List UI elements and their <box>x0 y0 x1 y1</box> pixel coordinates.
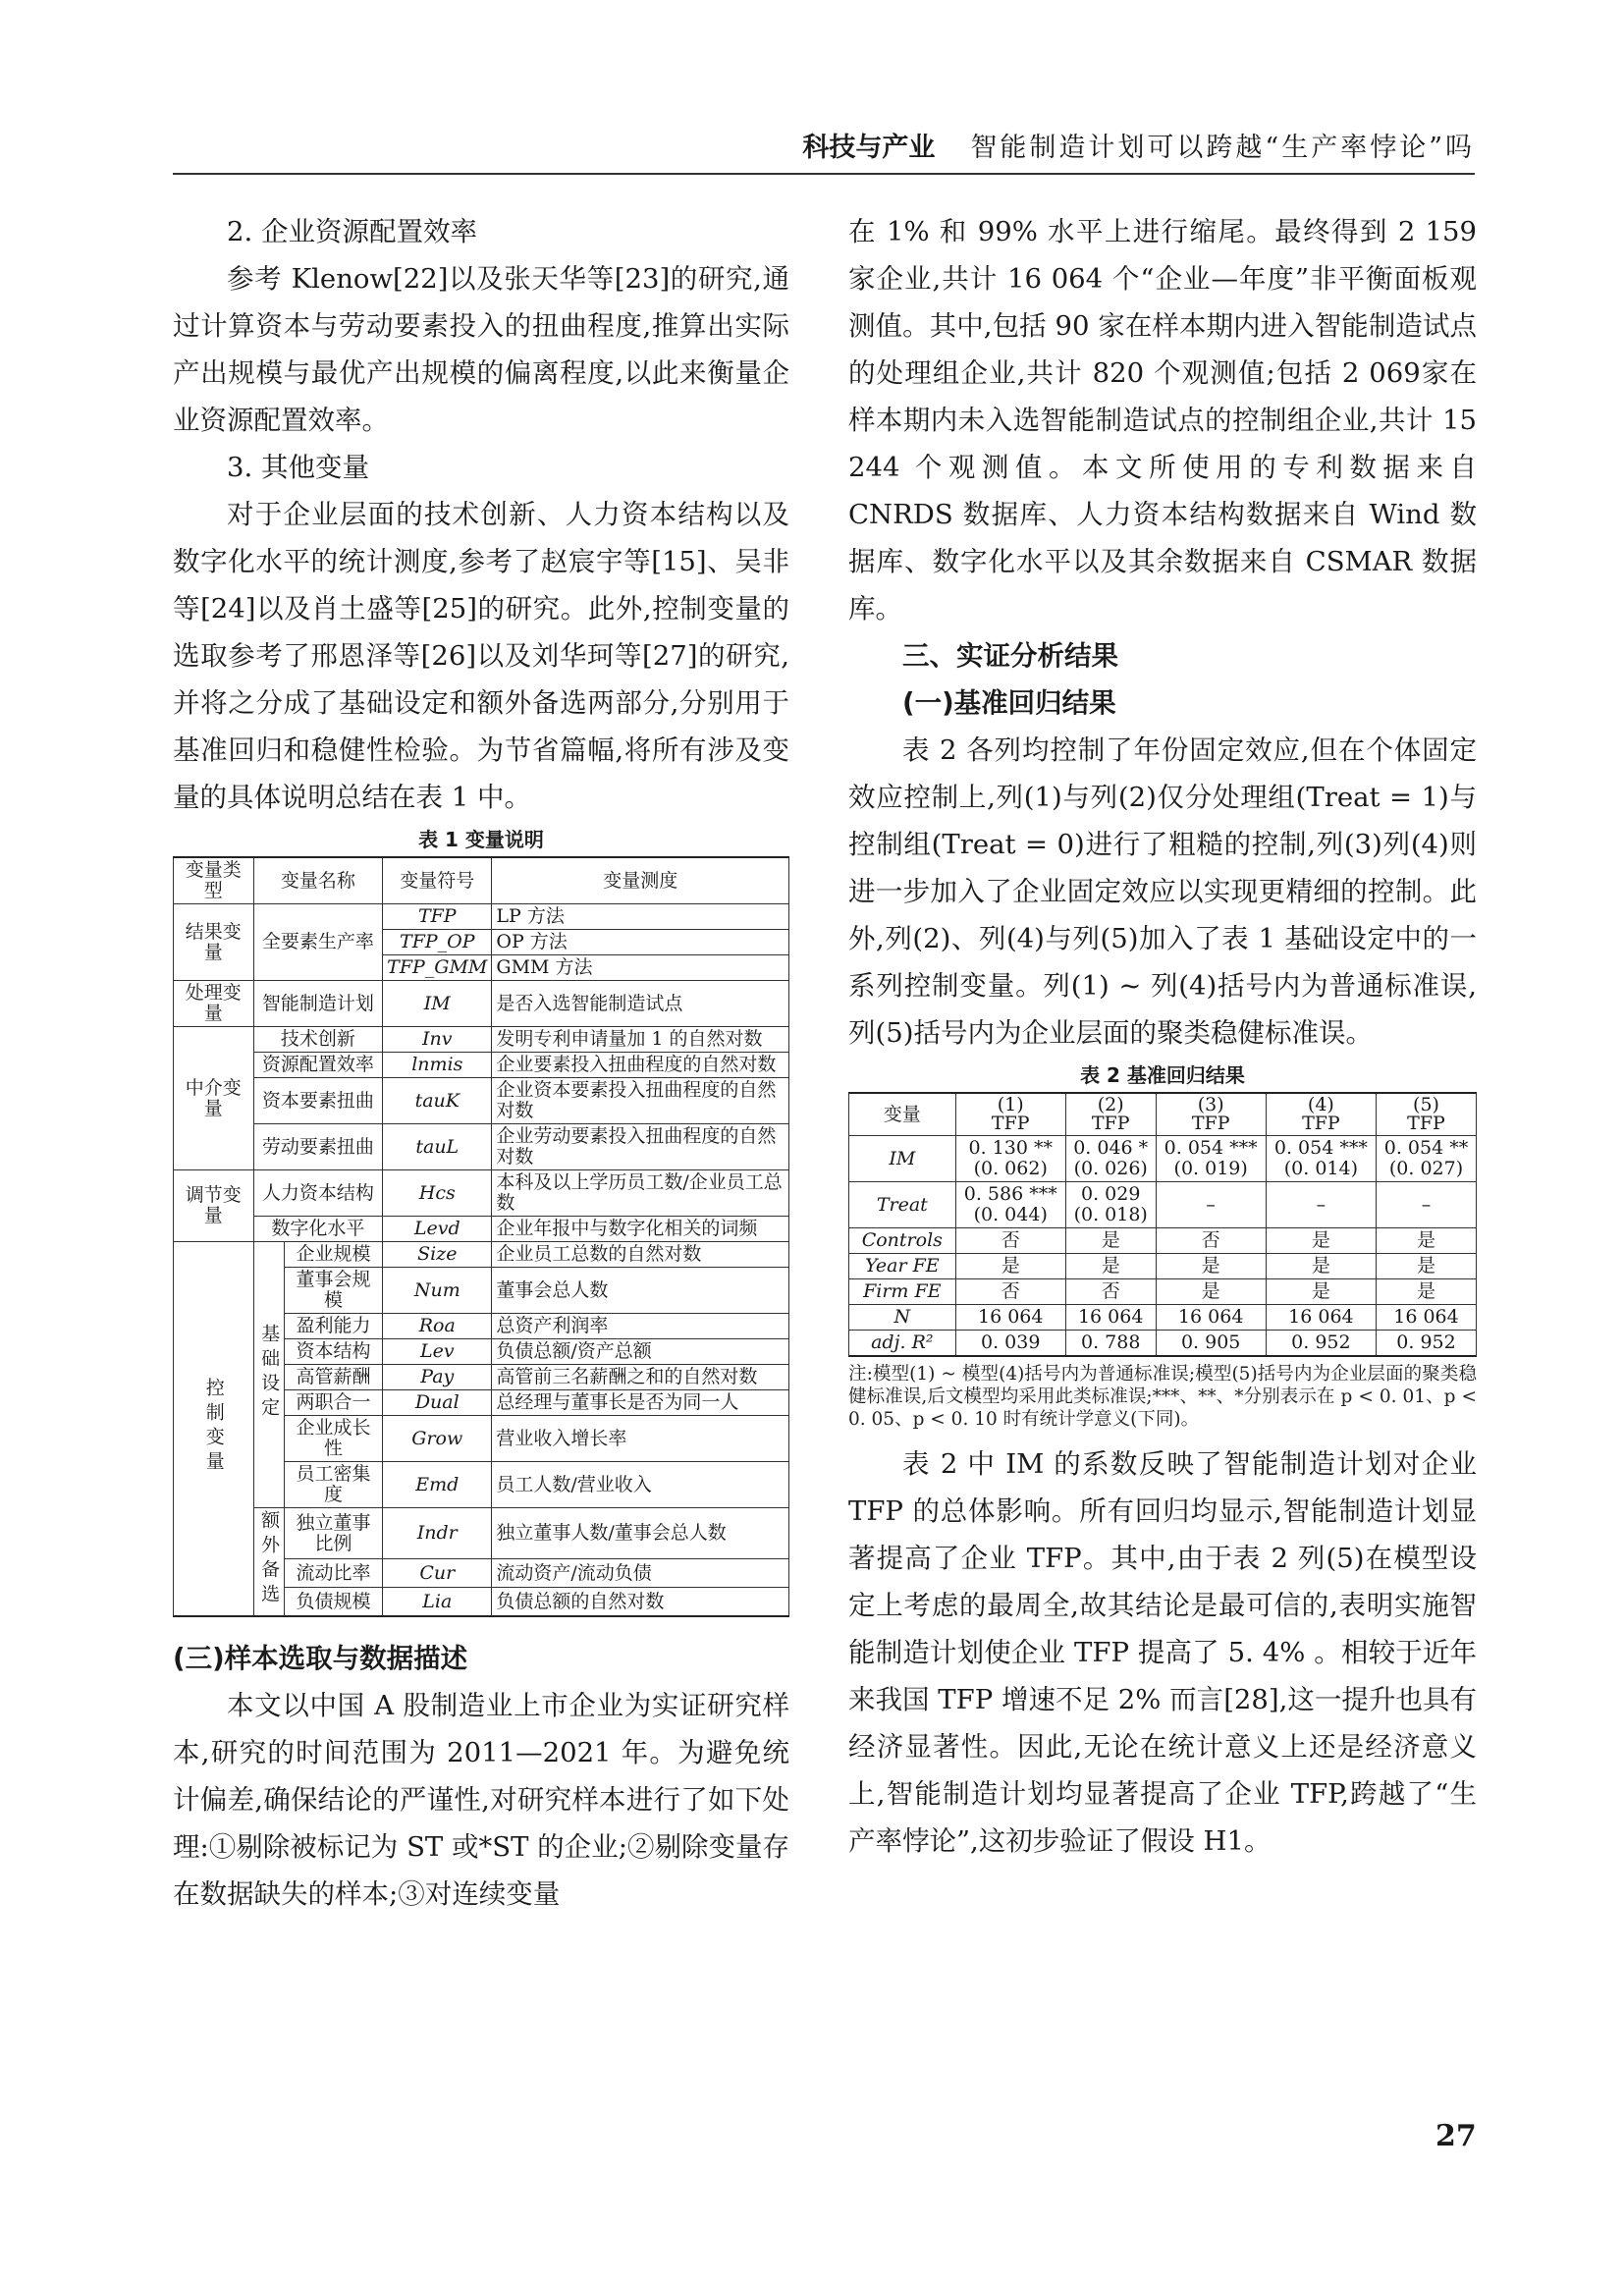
table-cell: 是 <box>1156 1254 1266 1279</box>
table2-note: 注:模型(1) ~ 模型(4)括号内为普通标准误;模型(5)括号内为企业层面的聚类稳健标准误,后文模型均采用此类标准误;***、**、*分别表示在 p < 0. 01、p < 0. 05、p < 0. 10 时有统计学意义(下同)。 <box>848 1364 1477 1430</box>
group-outcome: 结果变量 <box>174 904 254 981</box>
table-cell: 0. 788 <box>1065 1331 1156 1357</box>
var-measure: 负债总额/资产总额 <box>492 1339 789 1365</box>
col-header: 变量类型 <box>174 857 254 904</box>
col-header: (2) TFP <box>1065 1093 1156 1136</box>
table-cell: – <box>1377 1182 1477 1228</box>
heading-sample: (三)样本选取与数据描述 <box>173 1643 468 1674</box>
var-name: 人力资本结构 <box>253 1170 383 1217</box>
var-symbol: Hcs <box>383 1170 492 1217</box>
subgroup-extra <box>253 1508 284 1617</box>
table-row <box>849 1228 1477 1254</box>
heading-other-variables: 3. 其他变量 <box>227 452 369 483</box>
col-header: (3) TFP <box>1156 1093 1266 1136</box>
table-cell: 0. 952 <box>1266 1331 1376 1357</box>
col-header: (1) TFP <box>955 1093 1065 1136</box>
var-symbol: tauK <box>383 1078 492 1124</box>
row-label: N <box>849 1305 956 1331</box>
var-measure: 负债总额的自然对数 <box>492 1588 789 1616</box>
page-header <box>173 126 1475 169</box>
col-header: 变量 <box>849 1093 956 1136</box>
var-measure: LP 方法 <box>492 904 789 930</box>
var-measure: 是否入选智能制造试点 <box>492 981 789 1027</box>
table-header-row <box>849 1093 1477 1136</box>
table1-caption: 表 1 变量说明 <box>418 828 544 851</box>
left-column <box>173 208 789 1918</box>
table-cell: 0. 039 <box>955 1331 1065 1357</box>
var-name: 企业成长性 <box>284 1416 382 1462</box>
table-cell: 16 064 <box>955 1305 1065 1331</box>
var-name: 全要素生产率 <box>253 904 383 981</box>
var-measure: 企业年报中与数字化相关的词频 <box>492 1217 789 1242</box>
var-symbol: TFP <box>383 904 492 930</box>
table-cell: 16 064 <box>1266 1305 1376 1331</box>
table-header-row <box>174 857 789 904</box>
var-name: 企业规模 <box>284 1242 382 1268</box>
table-cell: 16 064 <box>1156 1305 1266 1331</box>
subgroup-base-label: 基础设定 <box>258 1323 281 1422</box>
subgroup-extra-label: 额外备选 <box>258 1510 281 1608</box>
table-row <box>849 1279 1477 1305</box>
table-cell: 是 <box>1377 1254 1477 1279</box>
var-symbol: Lev <box>383 1339 492 1365</box>
row-label: Year FE <box>849 1254 956 1279</box>
var-name: 数字化水平 <box>253 1217 383 1242</box>
var-name: 独立董事比例 <box>284 1508 382 1559</box>
table-cell: – <box>1156 1182 1266 1228</box>
table-cell: 否 <box>955 1279 1065 1305</box>
table-cell: 否 <box>1065 1279 1156 1305</box>
table-cell: 0. 586 *** (0. 044) <box>955 1182 1065 1228</box>
var-name: 劳动要素扭曲 <box>253 1124 383 1170</box>
running-title: 智能制造计划可以跨越“生产率悖论”吗 <box>970 133 1475 163</box>
var-symbol: Cur <box>383 1559 492 1588</box>
row-label: Controls <box>849 1228 956 1254</box>
row-label: adj. R² <box>849 1331 956 1357</box>
var-name: 智能制造计划 <box>253 981 383 1027</box>
table-cell: 是 <box>1377 1228 1477 1254</box>
var-name: 资本结构 <box>284 1339 382 1365</box>
table-cell: 0. 054 ** (0. 027) <box>1377 1136 1477 1182</box>
table2-baseline-results <box>848 1092 1477 1357</box>
var-symbol: Dual <box>383 1390 492 1416</box>
var-symbol: Emd <box>383 1462 492 1508</box>
var-measure: 员工人数/营业收入 <box>492 1462 789 1508</box>
table2-caption: 表 2 基准回归结果 <box>1080 1063 1245 1087</box>
table-cell: 0. 054 *** (0. 019) <box>1156 1136 1266 1182</box>
var-name: 董事会规模 <box>284 1268 382 1314</box>
table-cell: 是 <box>1266 1228 1376 1254</box>
col-header: 变量测度 <box>492 857 789 904</box>
table-cell: 是 <box>1266 1279 1376 1305</box>
var-name: 负债规模 <box>284 1588 382 1616</box>
table-cell: 是 <box>955 1254 1065 1279</box>
table-cell: 是 <box>1065 1254 1156 1279</box>
right-column <box>848 208 1477 1865</box>
var-symbol: Size <box>383 1242 492 1268</box>
paragraph-sample: 本文以中国 A 股制造业上市企业为实证研究样本,研究的时间范围为 2011—2021 年。为避免统计偏差,确保结论的严谨性,对研究样本进行了如下处理:①剔除被标记为 ST 或*ST 的企业;②剔除变量存在数据缺失的样本;③对连续变量 <box>173 1690 789 1910</box>
var-symbol: Lia <box>383 1588 492 1616</box>
table-cell: 是 <box>1156 1279 1266 1305</box>
var-measure: 企业员工总数的自然对数 <box>492 1242 789 1268</box>
group-moderator: 调节变量 <box>174 1170 254 1242</box>
page-number: 27 <box>1435 2119 1477 2153</box>
table1-variables <box>173 856 789 1617</box>
group-control <box>174 1242 254 1617</box>
table-row <box>849 1254 1477 1279</box>
var-measure: GMM 方法 <box>492 955 789 981</box>
var-name: 高管薪酬 <box>284 1365 382 1390</box>
var-measure: 总资产利润率 <box>492 1314 789 1339</box>
row-label: IM <box>849 1136 956 1182</box>
table-cell: 0. 952 <box>1377 1331 1477 1357</box>
paragraph-baseline: 表 2 各列均控制了年份固定效应,但在个体固定效应控制上,列(1)与列(2)仅分处理组(Treat = 1)与控制组(Treat = 0)进行了粗糙的控制,列(3)列(4)则进一步加入了企业固定效应以实现更精细的控制。此外,列(2)、列(4)与列(5)加入了表 1 基础设定中的一系列控制变量。列(1) ~ 列(4)括号内为普通标准误,列(5)括号内为企业层面的聚类稳健标准误。 <box>848 734 1477 1049</box>
var-measure: 本科及以上学历员工数/企业员工总数 <box>492 1170 789 1217</box>
var-name: 资源配置效率 <box>253 1053 383 1078</box>
group-mediator: 中介变量 <box>174 1027 254 1170</box>
var-measure: 董事会总人数 <box>492 1268 789 1314</box>
header-rule <box>173 173 1475 175</box>
col-header: (4) TFP <box>1266 1093 1376 1136</box>
group-control-label: 控制变量 <box>202 1377 225 1476</box>
heading-resource-allocation: 2. 企业资源配置效率 <box>227 216 477 247</box>
var-measure: 企业要素投入扭曲程度的自然对数 <box>492 1053 789 1078</box>
var-name: 盈利能力 <box>284 1314 382 1339</box>
var-measure: 总经理与董事长是否为同一人 <box>492 1390 789 1416</box>
table-cell: 是 <box>1266 1254 1376 1279</box>
table-cell: 0. 054 *** (0. 014) <box>1266 1136 1376 1182</box>
var-measure: 独立董事人数/董事会总人数 <box>492 1508 789 1559</box>
table-cell: 0. 046 * (0. 026) <box>1065 1136 1156 1182</box>
table-row <box>849 1136 1477 1182</box>
var-symbol: Levd <box>383 1217 492 1242</box>
var-name: 两职合一 <box>284 1390 382 1416</box>
var-symbol: Pay <box>383 1365 492 1390</box>
table-cell: 16 064 <box>1065 1305 1156 1331</box>
var-symbol: Num <box>383 1268 492 1314</box>
table-cell: 是 <box>1377 1279 1477 1305</box>
journal-name: 科技与产业 <box>802 133 936 163</box>
row-label: Treat <box>849 1182 956 1228</box>
table-cell: 16 064 <box>1377 1305 1477 1331</box>
var-name: 技术创新 <box>253 1027 383 1053</box>
table-cell: 否 <box>955 1228 1065 1254</box>
var-symbol: Grow <box>383 1416 492 1462</box>
heading-empirical-results: 三、实证分析结果 <box>902 640 1118 672</box>
table-cell: – <box>1266 1182 1376 1228</box>
var-symbol: IM <box>383 981 492 1027</box>
row-label: Firm FE <box>849 1279 956 1305</box>
paragraph-sample-continued: 在 1% 和 99% 水平上进行缩尾。最终得到 2 159 家企业,共计 16 064 个“企业—年度”非平衡面板观测值。其中,包括 90 家在样本期内进入智能制造试点的处理组企业,共计 820 个观测值;包括 2 069家在样本期内未入选智能制造试点的控制组企业,共计 15 244 个观测值。本文所使用的专利数据来自 CNRDS 数据库、人力资本结构数据来自 Wind 数据库、数字化水平以及其余数据来自 CSMAR 数据库。 <box>848 216 1477 625</box>
paragraph-im-effect: 表 2 中 IM 的系数反映了智能制造计划对企业 TFP 的总体影响。所有回归均显示,智能制造计划显著提高了企业 TFP。其中,由于表 2 列(5)在模型设定上考虑的最周全,故其结论是最可信的,表明实施智能制造计划使企业 TFP 提高了 5. 4% 。相较于近年来我国 TFP 增速不足 2% 而言[28],这一提升也具有经济显著性。因此,无论在统计意义上还是经济意义上,智能制造计划均显著提高了企业 TFP,跨越了“生产率悖论”,这初步验证了假设 H1。 <box>848 1448 1477 1857</box>
table-cell: 是 <box>1065 1228 1156 1254</box>
heading-baseline: (一)基准回归结果 <box>902 687 1116 719</box>
var-measure: 流动资产/流动负债 <box>492 1559 789 1588</box>
table-cell: 0. 130 ** (0. 062) <box>955 1136 1065 1182</box>
var-symbol: tauL <box>383 1124 492 1170</box>
table-row <box>849 1331 1477 1357</box>
col-header: (5) TFP <box>1377 1093 1477 1136</box>
table-cell: 0. 905 <box>1156 1331 1266 1357</box>
group-treatment: 处理变量 <box>174 981 254 1027</box>
table-row <box>849 1182 1477 1228</box>
paragraph-other-variables: 对于企业层面的技术创新、人力资本结构以及数字化水平的统计测度,参考了赵宸宇等[15]、吴非等[24]以及肖土盛等[25]的研究。此外,控制变量的选取参考了邢恩泽等[26]以及刘华珂等[27]的研究,并将之分成了基础设定和额外备选两部分,分别用于基准回归和稳健性检验。为节省篇幅,将所有涉及变量的具体说明总结在表 1 中。 <box>173 499 789 813</box>
var-symbol: Roa <box>383 1314 492 1339</box>
var-measure: 企业劳动要素投入扭曲程度的自然对数 <box>492 1124 789 1170</box>
paragraph-resource-allocation: 参考 Klenow[22]以及张天华等[23]的研究,通过计算资本与劳动要素投入的扭曲程度,推算出实际产出规模与最优产出规模的偏离程度,以此来衡量企业资源配置效率。 <box>173 263 789 436</box>
col-header: 变量符号 <box>383 857 492 904</box>
var-name: 流动比率 <box>284 1559 382 1588</box>
var-symbol: lnmis <box>383 1053 492 1078</box>
table-cell: 否 <box>1156 1228 1266 1254</box>
var-symbol: Inv <box>383 1027 492 1053</box>
table-row <box>849 1305 1477 1331</box>
var-measure: 企业资本要素投入扭曲程度的自然对数 <box>492 1078 789 1124</box>
var-measure: 发明专利申请量加 1 的自然对数 <box>492 1027 789 1053</box>
var-measure: OP 方法 <box>492 930 789 955</box>
var-symbol: Indr <box>383 1508 492 1559</box>
subgroup-base <box>253 1242 284 1508</box>
var-name: 资本要素扭曲 <box>253 1078 383 1124</box>
col-header: 变量名称 <box>253 857 383 904</box>
table-cell: 0. 029 (0. 018) <box>1065 1182 1156 1228</box>
var-measure: 营业收入增长率 <box>492 1416 789 1462</box>
var-symbol: TFP_GMM <box>383 955 492 981</box>
var-symbol: TFP_OP <box>383 930 492 955</box>
var-name: 员工密集度 <box>284 1462 382 1508</box>
var-measure: 高管前三名薪酬之和的自然对数 <box>492 1365 789 1390</box>
